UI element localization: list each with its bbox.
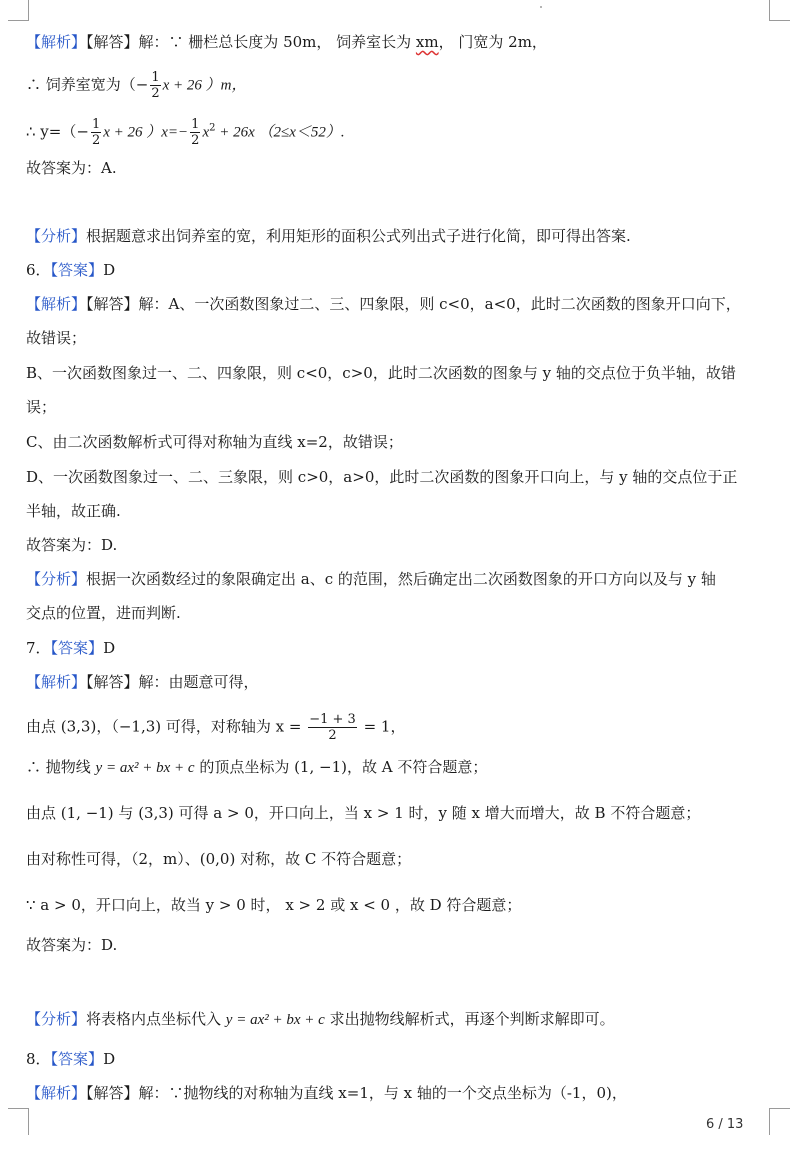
q6-line-3: B、一次函数图象过一、二、四象限，则 c<0，c>0，此时二次函数的图象与 y 轴的交点位于负半轴，故错 [26, 364, 736, 382]
fraction-symmetry-axis: $\frac{-1 + 3}{2}$ [309, 712, 356, 743]
q7-line-5: 由对称性可得，（2，m）、(0,0) 对称，故 C 不符合题意； [26, 850, 412, 868]
tag-fenxi: 【分析】 [26, 227, 87, 245]
q6-line-5: C、由二次函数解析式可得对称轴为直线 x=2，故错误； [26, 433, 403, 451]
q7-analysis: 【分析】将表格内点坐标代入 y = ax² + bx + c 求出抛物线解析式，再逐个判断求解即可。 [26, 1010, 615, 1028]
q5-line-3: ∴ y=（− $\frac{1}{2}$ x + 26 ）x=− $\frac{1}{2}$ $x^2 + 26x$ （2≤x＜52）. [26, 117, 345, 148]
q8-header: 8．【答案】D [26, 1050, 116, 1068]
crop-mark-top-right [769, 0, 790, 21]
q6-line-7: 半轴，故正确. [26, 502, 121, 520]
q6-line-4: 误； [26, 398, 57, 416]
crop-mark-top-left [8, 0, 29, 21]
q6-line-2: 故错误； [26, 329, 87, 347]
q5-line-2: ∴ 饲养室宽为（− $\frac{1}{2}$ x + 26 ）m， [26, 70, 247, 101]
fraction-one-half: $\frac{1}{2}$ [191, 117, 200, 148]
q7-answer: 故答案为：D. [26, 936, 118, 954]
q5-line-1: 【解析】【解答】解：∵ 栅栏总长度为 50m， 饲养室长为 xm， 门宽为 2m， [26, 33, 547, 51]
tag-jiexi: 【解析】 [26, 33, 87, 51]
q7-line-2: 由点 (3,3)，（−1,3) 可得，对称轴为 x = $\frac{-1 + 3}{2}$ = 1， [26, 712, 406, 743]
crop-mark-bottom-left [8, 1108, 29, 1135]
q6-line-1: 【解析】【解答】解：A、一次函数图象过二、三、四象限，则 c<0，a<0，此时二次函数的图象开口向下， [26, 295, 741, 313]
q7-line-4: 由点 (1, −1) 与 (3,3) 可得 a > 0，开口向上，当 x > 1 时，y 随 x 增大而增大，故 B 不符合题意； [26, 804, 701, 822]
q5-analysis: 【分析】根据题意求出饲养室的宽，利用矩形的面积公式列出式子进行化简，即可得出答案. [26, 227, 631, 245]
q6-line-6: D、一次函数图象过一、二、三象限，则 c>0，a>0，此时二次函数的图象开口向上，与 y 轴的交点位于正 [26, 468, 738, 486]
page-number: 6 / 13 [706, 1117, 744, 1132]
q7-line-3: ∴ 抛物线 y = ax² + bx + c 的顶点坐标为 (1, −1)，故 A 不符合题意； [26, 758, 488, 776]
spell-check-word: xm [415, 33, 439, 51]
q6-analysis-2: 交点的位置，进而判断. [26, 604, 181, 622]
q6-answer: 故答案为：D. [26, 536, 118, 554]
tag-jieda: 【解答】 [86, 33, 139, 51]
q6-analysis-1: 【分析】根据一次函数经过的象限确定出 a、c 的范围，然后确定出二次函数图象的开口方向以及与 y 轴 [26, 570, 716, 588]
crop-mark-bottom-right [769, 1108, 790, 1135]
q6-header: 6．【答案】D [26, 261, 116, 279]
q7-line-1: 【解析】【解答】解：由题意可得， [26, 673, 259, 691]
fraction-one-half: $\frac{1}{2}$ [91, 117, 101, 148]
q7-header: 7．【答案】D [26, 639, 116, 657]
tag-daan: 【答案】 [50, 261, 104, 279]
q8-line-1: 【解析】【解答】解：∵抛物线的对称轴为直线 x=1，与 x 轴的一个交点坐标为（-1，0)， [26, 1084, 627, 1102]
q5-answer: 故答案为：A. [26, 159, 117, 177]
fraction-one-half: $\frac{1}{2}$ [151, 70, 160, 101]
page-dot [540, 6, 542, 8]
q7-line-6: ∵ a > 0，开口向上，故当 y > 0 时， x > 2 或 x < 0 ，故 D 符合题意； [26, 896, 522, 914]
